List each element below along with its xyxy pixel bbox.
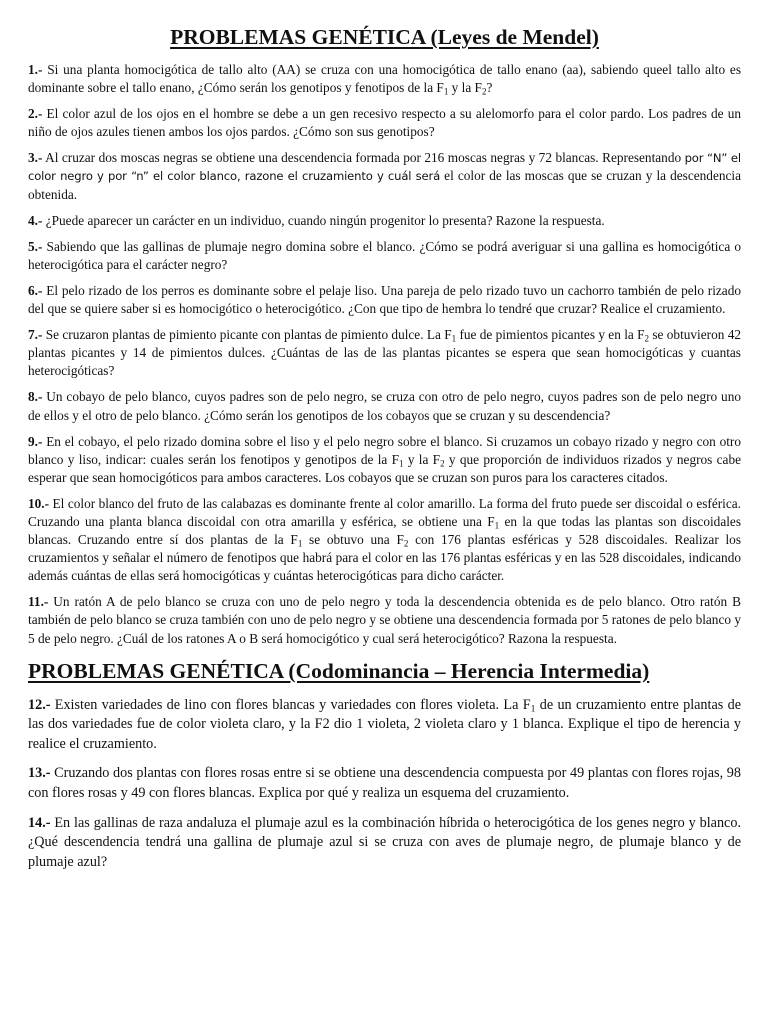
problem-text: Un cobayo de pelo blanco, cuyos padres son de pelo negro, se cruza con otro de pelo negro, cuyos padres son de pelo negro uno de ellos y el otro de pelo blanco. ¿Cómo serán los genotipos de los cobayos que se cruzan y su descendencia? — [28, 389, 741, 423]
problem-text: En el cobayo, el pelo rizado domina sobre el liso y el pelo negro sobre el blanco. Si cruzamos un cobayo rizado y negro con otro blanco y liso, indicar: cuales serán los fenotipos y genotipos de la $F_1$ y la $F_2$ y que proporción de individuos rizados y negros cabe esperar que sean homocigóticos para ambos caracteres. Los cobayos que se cruzan son puros para los caracteres citados. — [28, 433, 741, 485]
problem-text: El pelo rizado de los perros es dominante sobre el pelaje liso. Una pareja de pelo rizado tuvo un cachorro también de pelo rizado del que se quiere saber si es homocigótico o heterocigótico. ¿Con que tipo de hembra lo tendré que cruzar? Realice el cruzamiento. — [28, 282, 741, 317]
problem-list-codominancia — [28, 696, 741, 873]
problem-item — [28, 238, 741, 274]
problem-item — [28, 149, 741, 203]
problem-text: Cruzando dos plantas con flores rosas entre si se obtiene una descendencia compuesta por 49 plantas con flores rojas, 98 con flores rosas y 49 con flores blancas. Explica por qué y realiza un esquema del cruzamiento. — [28, 765, 741, 801]
problem-item — [28, 105, 741, 141]
problem-text: ¿Puede aparecer un carácter en un individuo, cuando ningún progenitor lo presenta? Razone la respuesta. — [45, 212, 605, 228]
problem-item — [28, 61, 741, 97]
section-mendel — [28, 22, 741, 648]
section-title-codominancia: PROBLEMAS GENÉTICA (Codominancia – Herencia Intermedia) — [28, 658, 650, 683]
problem-text: El color blanco del fruto de las calabazas es dominante frente al color amarillo. La forma del fruto puede ser discoidal o esférica. Cruzando una planta blanca discoidal con otra amarilla y esférica, se obtiene una $F_1$ en la que todas las plantas son discoidales blancas. Cruzando entre sí dos plantas de la $F_1$ se obtuvo una $F_2$ con 176 plantas esféricas y 528 discoidales. Realizar los cruzamientos y señalar el número de fenotipos que habrá para el color en las 176 plantas esféricas y en las 528 discoidales, indicando además cuántas de ellas será homocigóticas y cuántas heterocigóticas para dicho carácter. — [28, 495, 742, 584]
problem-text: El color azul de los ojos en el hombre se debe a un gen recesivo respecto a su alelomorfo para el color pardo. Los padres de un niño de ojos azules tienen ambos los ojos pardos. ¿Cómo son sus genotipos? — [28, 106, 741, 140]
problem-number: 12.- — [28, 696, 51, 713]
problem-item — [28, 282, 741, 318]
problem-item — [28, 433, 741, 487]
problem-list-mendel — [28, 61, 741, 648]
problem-item — [28, 593, 741, 647]
problem-item — [28, 814, 741, 873]
problem-number: 11.- — [28, 594, 49, 610]
problem-item — [28, 212, 741, 230]
problem-item — [28, 696, 741, 755]
problem-text: Existen variedades de lino con flores blancas y variedades con flores violeta. La $F_1$ de un cruzamiento entre plantas de las dos variedades fue de color violeta claro, y la F2 dio 1 violeta, 2 violeta claro y 1 blanca. Explique el tipo de herencia y realice el cruzamiento. — [28, 696, 741, 752]
problem-number: 7.- — [28, 327, 43, 343]
problem-number: 3.- — [28, 150, 43, 166]
problem-number: 14.- — [28, 814, 51, 831]
problem-item — [28, 326, 741, 380]
problem-number: 1.- — [28, 62, 43, 77]
problem-item — [28, 495, 741, 585]
problem-number: 4.- — [28, 212, 43, 228]
problem-number: 2.- — [28, 106, 43, 122]
document-page — [28, 22, 741, 882]
problem-text: Se cruzaron plantas de pimiento picante con plantas de pimiento dulce. La $F_1$ fue de pimientos picantes y en la $F_2$ se obtuvieron 42 plantas picantes y 14 de pimientos dulces. ¿Cuántas de las de las plantas picantes se espera que sean homocigóticas y cuantas heterocigóticas? — [28, 327, 742, 379]
problem-number: 6.- — [28, 282, 43, 298]
problem-text: Sabiendo que las gallinas de plumaje negro domina sobre el blanco. ¿Cómo se podrá averiguar si una gallina es homocigótica o heterocigótica para el carácter negro? — [28, 238, 741, 272]
problem-number: 5.- — [28, 238, 43, 254]
problem-number: 9.- — [28, 433, 43, 449]
problem-text: En las gallinas de raza andaluza el plumaje azul es la combinación híbrida o heterocigótica de los genes negro y blanco. ¿Qué descendencia tendrá una gallina de plumaje azul si se cruza con aves de plumaje negro, de plumaje blanco y de plumaje azul? — [28, 814, 741, 870]
problem-text: Si una planta homocigótica de tallo alto (AA) se cruza con una homocigótica de tallo enano (aa), sabiendo queel tallo alto es dominante sobre el tallo enano, ¿Cómo serán los genotipos y fenotipos de la $F_1$ y la $F_2$? — [28, 62, 741, 97]
problem-text: Un ratón A de pelo blanco se cruza con uno de pelo negro y toda la descendencia obtenida es de pelo blanco. Otro ratón B también de pelo blanco se cruza también con uno de pelo negro y se obtiene una descendencia formada por 5 ratones de pelo blanco y 5 de pelo negro. ¿Cuál de los ratones A o B será homocigótico y cual será heterocigótico? Razona la respuesta. — [28, 594, 741, 646]
problem-number: 10.- — [28, 495, 50, 511]
section-codominancia — [28, 656, 741, 873]
problem-number: 8.- — [28, 389, 43, 405]
problem-number: 13.- — [28, 765, 51, 782]
problem-text: Al cruzar dos moscas negras se obtiene una descendencia formada por 216 moscas negras y 72 blancas. Representando por “N” el color negro y por “n” el color blanco, razone el cruzamiento y cuál será el color de las moscas que se cruzan y la descendencia obtenida. — [28, 150, 741, 202]
problem-item — [28, 388, 741, 424]
section-title-mendel: PROBLEMAS GENÉTICA (Leyes de Mendel) — [170, 25, 599, 49]
problem-item — [28, 764, 741, 803]
